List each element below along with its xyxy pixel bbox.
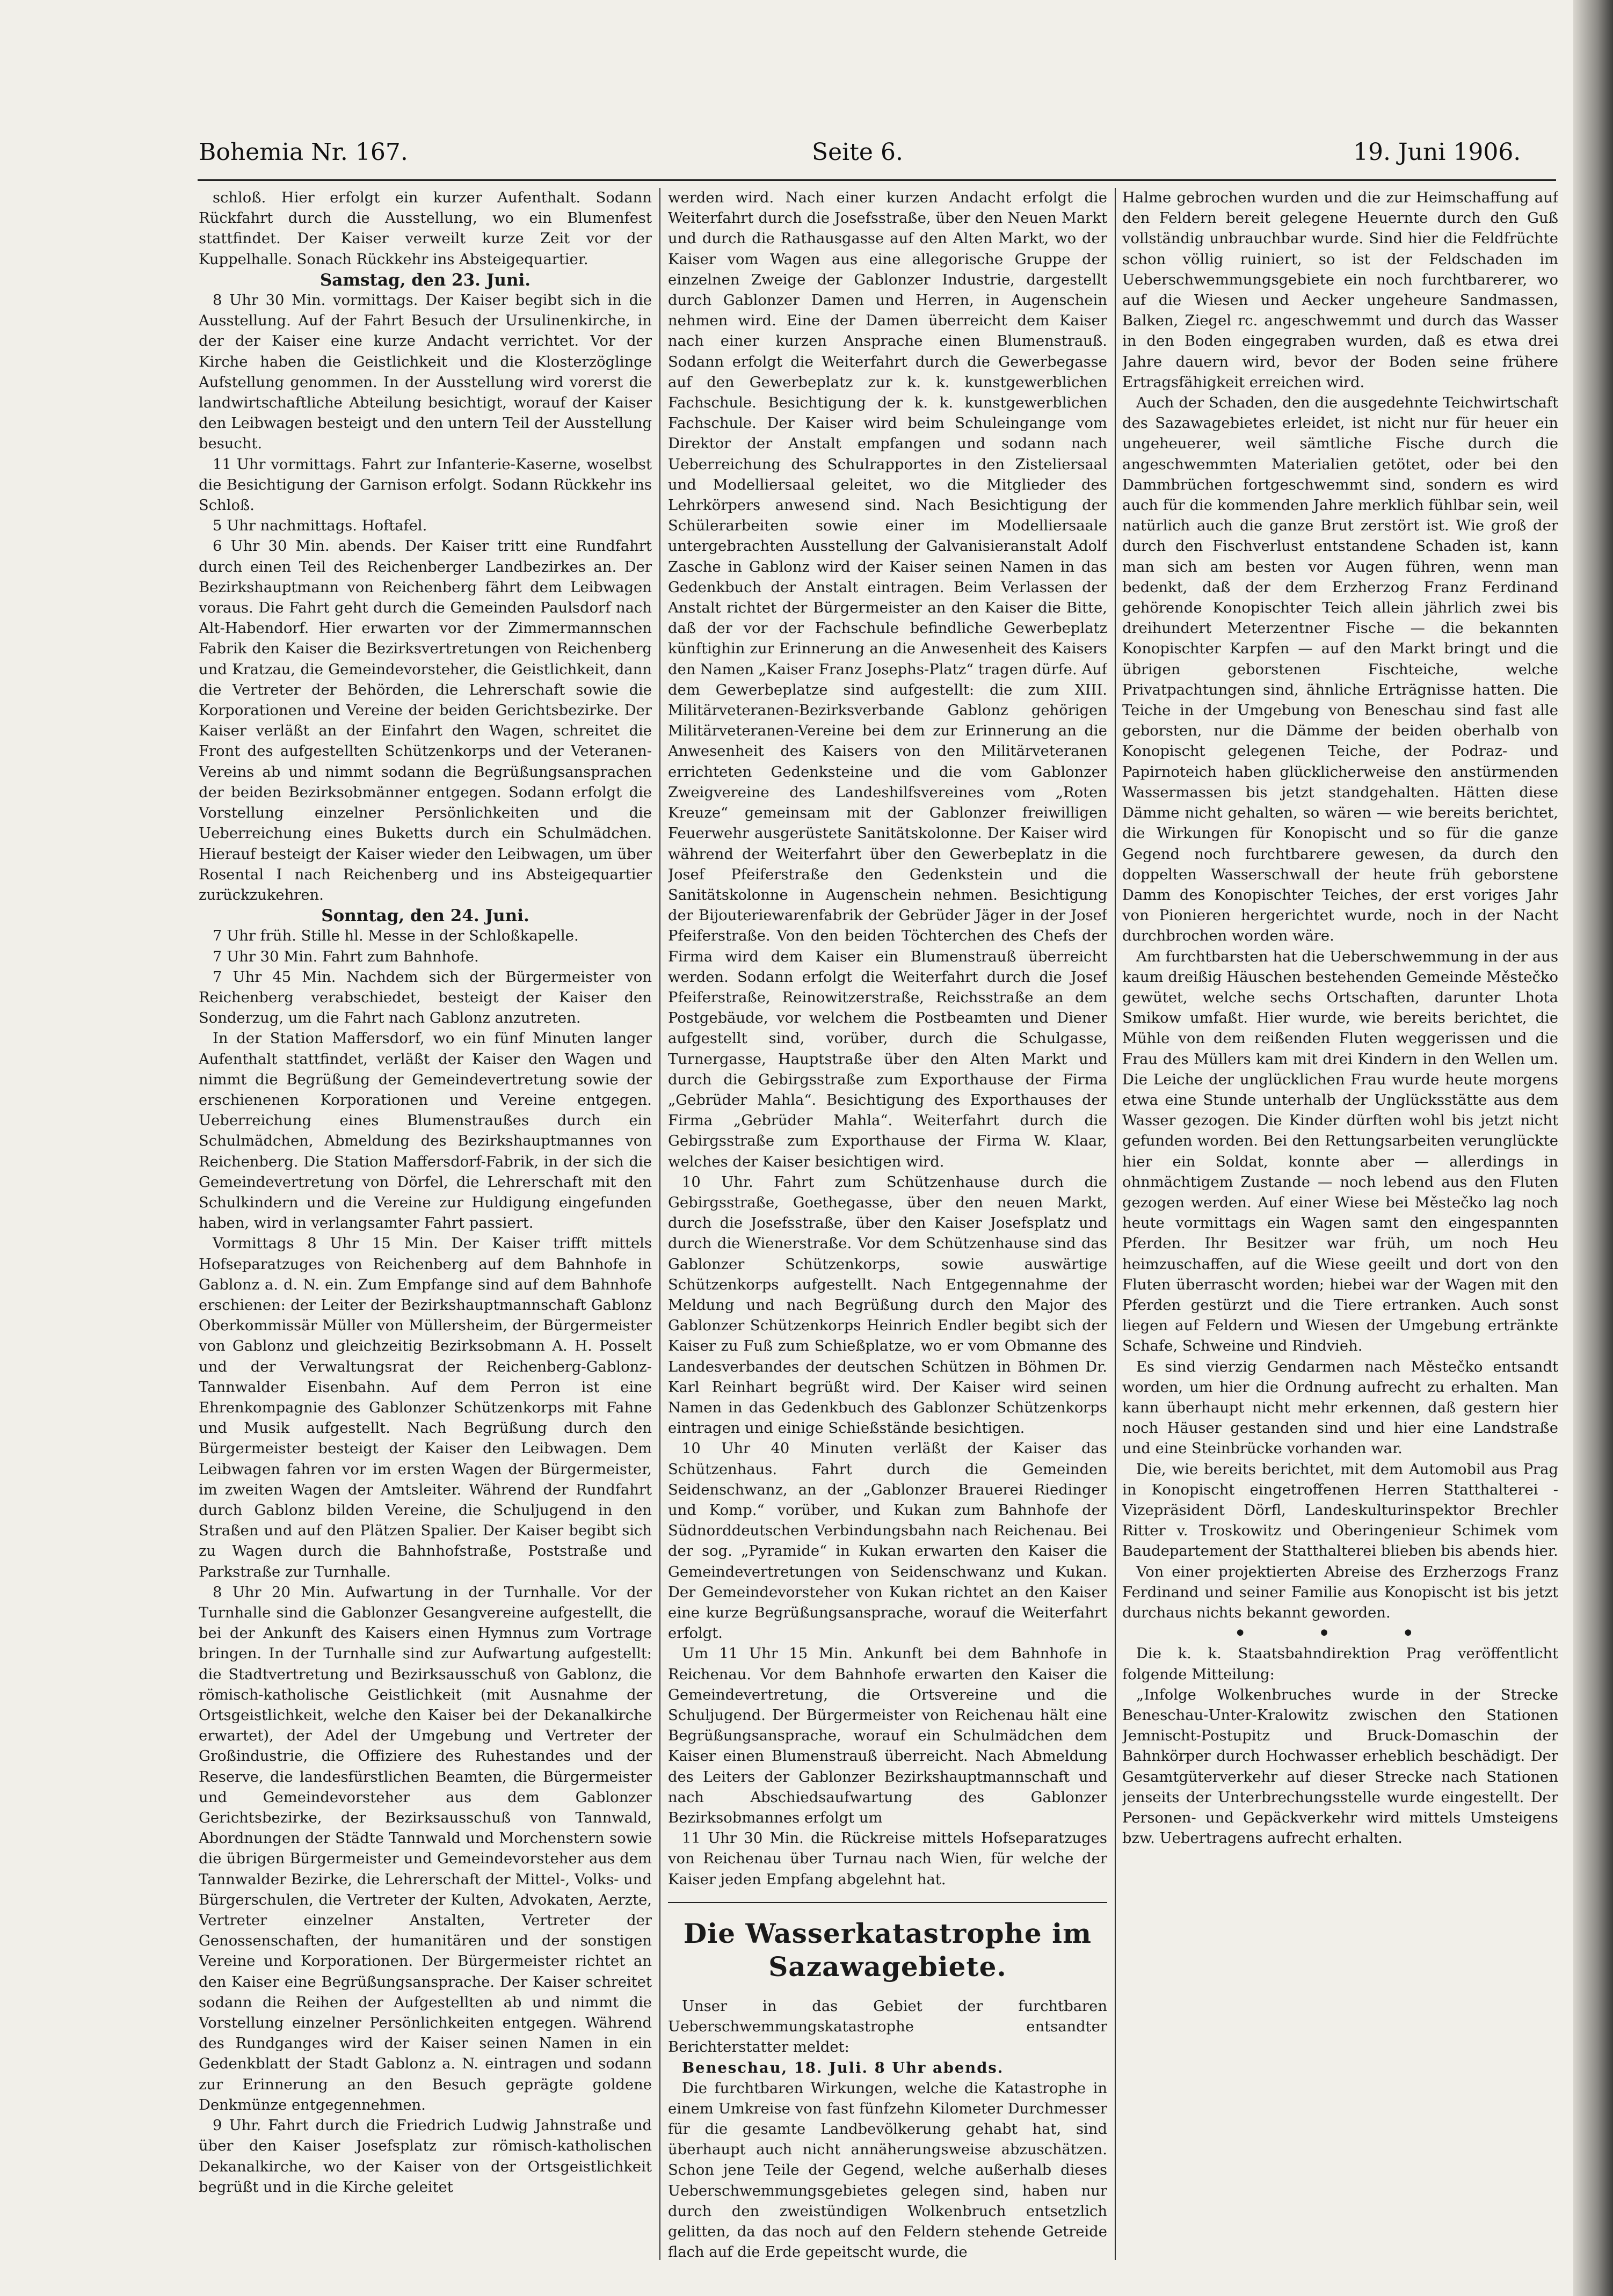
article-paragraph: 9 Uhr. Fahrt durch die Friedrich Ludwig Jahnstraße und über den Kaiser Josefsplatz zur römisch-katholischen Dekanalkirche, wo der Kaiser von der Ortsgeistlichkeit begrüßt und in die Kirche geleitet [199, 2117, 652, 2196]
article-paragraph: Die, wie bereits berichtet, mit dem Automobil aus Prag in Konopischt eingetroffenen Herren Statthalterei - Vizepräsident Dörfl, Landeskulturinspektor Brechler Ritter v. Troskowitz und Oberingenieur Schimek vom Baudepartement der Statthalterei blieben bis abends hier. [1122, 1461, 1558, 1560]
article-paragraph: 11 Uhr vormittags. Fahrt zur Infanterie-Kaserne, woselbst die Besichtigung der Garnison erfolgt. Sodann Rückkehr ins Schloß. [199, 456, 652, 514]
article-paragraph: Um 11 Uhr 15 Min. Ankunft bei dem Bahnhofe in Reichenau. Vor dem Bahnhofe erwarten den Kaiser die Gemeindevertretung, die Ortsvereine und die Schuljugend. Der Bürgermeister von Reichenau hält eine Begrüßungsansprache, worauf ein Schulmädchen dem Kaiser einen Blumenstrauß überreicht. Nach Abmeldung des Leiters der Gablonzer Bezirkshauptmannschaft und nach Abschiedsaufwartung des Gablonzer Bezirksobmannes erfolgt um [668, 1645, 1107, 1827]
page-edge-shadow [1573, 0, 1613, 2296]
article-paragraph: Am furchtbarsten hat die Ueberschwemmung in der aus kaum dreißig Häuschen bestehenden Gemeinde Městečko gewütet, welche sechs Ortschaften, darunter Lhota Smikow umfaßt. Hier wurde, wie bereits berichtet, die Mühle von dem reißenden Fluten weggerissen und die Frau des Müllers kam mit drei Kindern in den Wellen um. Die Leiche der unglücklichen Frau wurde heute morgens etwa eine Stunde unterhalb der Unglücksstätte aus dem Wasser gezogen. Die Kinder dürften wohl bis jetzt nicht gefunden worden. Bei den Rettungsarbeiten verunglückte hier ein Soldat, konnte aber — allerdings in ohnmächtigem Zustande — noch lebend aus den Fluten gezogen werden. Auf einer Wiese bei Městečko lag noch heute vormittags ein Wagen samt den eingespannten Pferden. Ihr Besitzer war früh, um noch Heu heimzuschaffen, auf die Wiese geeilt und dort von den Fluten überrascht worden; hiebei war der Wagen mit den Pferden gestürzt und die Tiere ertranken. Auch sonst liegen auf Feldern und Wiesen der Umgebung ertränkte Schafe, Schweine und Rindvieh. [1122, 948, 1558, 1355]
header-publication: Bohemia Nr. 167. [199, 139, 408, 166]
article-column-2 [668, 188, 1107, 2265]
article-paragraph: werden wird. Nach einer kurzen Andacht erfolgt die Weiterfahrt durch die Josefsstraße, über den Neuen Markt und durch die Rathausgasse auf den Alten Markt, wo der Kaiser vom Wagen aus eine allegorische Gruppe der einzelnen Zweige der Gablonzer Industrie, dargestellt durch Gablonzer Damen und Herren, in Augenschein nehmen wird. Eine der Damen überreicht dem Kaiser nach einer kurzen Ansprache einen Blumenstrauß. Sodann erfolgt die Weiterfahrt durch die Gewerbegasse auf den Gewerbeplatz zur k. k. kunstgewerblichen Fachschule. Besichtigung der k. k. kunstgewerblichen Fachschule. Der Kaiser wird beim Schuleingange vom Direktor der Anstalt empfangen und sodann nach Ueberreichung des Schulrapportes in den Zisteliersaal und Modelliersaal geleitet, wo die Mitglieder des Lehrkörpers anwesend sind. Nach Besichtigung der Schülerarbeiten sowie einer im Modelliersaale untergebrachten Ausstellung der Galvanisieranstalt Adolf Zasche in Gablonz wird der Kaiser seinen Namen in das Gedenkbuch der Anstalt eintragen. Beim Verlassen der Anstalt richtet der Bürgermeister an den Kaiser die Bitte, daß der vor der Fachschule befindliche Gewerbeplatz künftighin zur Erinnerung an die Anwesenheit des Kaisers den Namen „Kaiser Franz Josephs-Platz“ tragen dürfe. Auf dem Gewerbeplatze sind aufgestellt: die zum XIII. Militärveteranen-Bezirksverbande Gablonz gehörigen Militärveteranen-Vereine bei dem zur Erinnerung an die Anwesenheit des Kaisers von den Militärveteranen errichteten Gedenksteine und die vom Gablonzer Zweigvereine des Landeshilfsvereines vom „Roten Kreuze“ gemeinsam mit der Gablonzer freiwilligen Feuerwehr ausgerüstete Sanitätskolonne. Der Kaiser wird während der Weiterfahrt über den Gewerbeplatz in die Josef Pfeiferstraße den Gedenkstein und die Sanitätskolonne in Augenschein nehmen. Besichtigung der Bijouteriewarenfabrik der Gebrüder Jäger in der Josef Pfeiferstraße. Von den beiden Töchterchen des Chefs der Firma wird dem Kaiser ein Blumenstrauß überreicht werden. Sodann erfolgt die Weiterfahrt durch die Josef Pfeiferstraße, Reinowitzerstraße, Reichsstraße an dem Postgebäude, vor welchem die Postbeamten und Diener aufgestellt sind, vorüber, durch die Schulgasse, Turnergasse, Hauptstraße über den Alten Markt und durch die Gebirgsstraße zum Exporthause der Firma „Gebrüder Mahla“. Besichtigung des Exporthauses der Firma „Gebrüder Mahla“. Weiterfahrt durch die Gebirgsstraße zum Exporthause der Firma W. Klaar, welches der Kaiser besichtigen wird. [668, 189, 1107, 1170]
article-paragraph: Unser in das Gebiet der furchtbaren Ueberschwemmungskatastrophe entsandter Berichterstatter meldet: [668, 1998, 1107, 2056]
article-paragraph: 7 Uhr 45 Min. Nachdem sich der Bürgermeister von Reichenberg verabschiedet, besteigt der Kaiser den Sonderzug, um die Fahrt nach Gablonz anzutreten. [199, 968, 652, 1027]
header-page-number: Seite 6. [812, 139, 903, 166]
header-date: 19. Juni 1906. [1353, 139, 1521, 166]
article-paragraph: In der Station Maffersdorf, wo ein fünf Minuten langer Aufenthalt stattfindet, verläßt der Kaiser den Wagen und nimmt die Begrüßung der Gemeindevertretung sowie der erschienenen Korporationen und Vereine entgegen. Ueberreichung eines Blumenstraußes durch ein Schulmädchen, Abmeldung des Bezirkshauptmannes von Reichenberg. Die Station Maffersdorf-Fabrik, in der sich die Gemeindevertretung von Dörfel, die Lehrerschaft mit den Schulkindern und die Vereine zur Huldigung eingefunden haben, wird in verlangsamter Fahrt passiert. [199, 1030, 652, 1232]
article-paragraph: Die k. k. Staatsbahndirektion Prag veröffentlicht folgende Mitteilung: [1122, 1645, 1558, 1683]
column-rule [1115, 188, 1116, 2260]
article-paragraph: Halme gebrochen wurden und die zur Heimschaffung auf den Feldern bereit gelegene Heuernte durch den Guß vollständig unbrauchbar wurde. Sind hier die Feldfrüchte schon völlig ruiniert, so ist der Feldschaden im Ueberschwemmungsgebiete ein noch furchtbarerer, wo auf die Wiesen und Aecker ungeheure Sandmassen, Balken, Ziegel rc. angeschwemmt und durch das Wasser in den Boden eingegraben wurden, daß es etwa drei Jahre dauern wird, bevor der Boden seine frühere Ertragsfähigkeit erreichen wird. [1122, 189, 1558, 391]
article-paragraph: 7 Uhr 30 Min. Fahrt zum Bahnhofe. [213, 948, 479, 965]
article-column-3 [1122, 188, 1558, 2265]
article-paragraph: 5 Uhr nachmittags. Hoftafel. [213, 517, 427, 535]
article-paragraph: 8 Uhr 30 Min. vormittags. Der Kaiser begibt sich in die Ausstellung. Auf der Fahrt Besuch der Ursulinenkirche, in der der Kaiser eine kurze Andacht verrichtet. Vor der Kirche haben die Geistlichkeit und die Klosterzöglinge Aufstellung genommen. In der Ausstellung wird vorerst die landwirtschaftliche Abteilung besichtigt, worauf der Kaiser den Leibwagen besteigt und den untern Teil der Ausstellung besucht. [199, 292, 652, 453]
article-paragraph: „Infolge Wolkenbruches wurde in der Strecke Beneschau-Unter-Kralowitz zwischen den Stationen Jemnischt-Postupitz und Bruck-Domaschin der Bahnkörper durch Hochwasser erheblich beschädigt. Der Gesamtgüterverkehr auf dieser Strecke nach Stationen jenseits der Unterbrechungsstelle wurde eingestellt. Der Personen- und Gepäckverkehr wird mittels Umsteigens bzw. Uebertragens aufrecht erhalten. [1122, 1686, 1558, 1847]
article-paragraph: 7 Uhr früh. Stille hl. Messe in der Schloßkapelle. [213, 928, 579, 945]
header-rule [198, 179, 1556, 181]
article-headline: Die Wasserkatastrophe im Sazawagebiete. [683, 1917, 1092, 1982]
schedule-day-heading: Samstag, den 23. Juni. [319, 270, 531, 290]
article-paragraph: 10 Uhr 40 Minuten verläßt der Kaiser das Schützenhaus. Fahrt durch die Gemeinden Seidenschwanz, an der „Gablonzer Brauerei Riedinger und Komp.“ vorüber, und Kukan zum Bahnhofe der Südnorddeutschen Verbindungsbahn nach Reichenau. Bei der sog. „Pyramide“ in Kukan erwarten den Kaiser die Gemeindevertretungen von Seidenschwanz und Kukan. Der Gemeindevorsteher von Kukan richtet an den Kaiser eine kurze Begrüßungsansprache, worauf die Weiterfahrt erfolgt. [668, 1440, 1107, 1642]
section-separator-dots: • • • [1233, 1621, 1447, 1646]
article-paragraph: Vormittags 8 Uhr 15 Min. Der Kaiser trifft mittels Hofseparatzuges von Reichenberg auf dem Bahnhofe in Gablonz a. d. N. ein. Zum Empfange sind auf dem Bahnhofe erschienen: der Leiter der Bezirkshauptmannschaft Gablonz Oberkommissär Müller von Müllersheim, der Bürgermeister von Gablonz und gleichzeitig Bezirksobmann A. H. Posselt und der Verwaltungsrat der Reichenberg-Gablonz-Tannwalder Eisenbahn. Auf dem Perron ist eine Ehrenkompagnie des Gablonzer Schützenkorps mit Fahne und Musik aufgestellt. Nach Begrüßung durch den Bürgermeister besteigt der Kaiser den Leibwagen. Dem Leibwagen fahren vor im ersten Wagen der Bürgermeister, im zweiten Wagen der Amtsleiter. Während der Rundfahrt durch Gablonz bilden Vereine, die Schuljugend in den Straßen und auf den Plätzen Spalier. Der Kaiser begibt sich zu Wagen durch die Bahnhofstraße, Poststraße und Parkstraße zur Turnhalle. [199, 1235, 652, 1580]
section-divider [668, 1902, 1107, 1903]
article-paragraph: Auch der Schaden, den die ausgedehnte Teichwirtschaft des Sazawagebietes erleidet, ist nicht nur für heuer ein ungeheuerer, weil sämtliche Fische durch die angeschwemmten Materialien getötet, oder bei den Dammbrüchen fortgeschwemmt sind, sondern es wird auch für die kommenden Jahre merklich fühlbar sein, weil natürlich auch die ganze Brut zerstört ist. Wie groß der durch den Fischverlust entstandene Schaden ist, kann man sich am besten vor Augen führen, wenn man bedenkt, daß der dem Erzherzog Franz Ferdinand gehörende Konopischter Teich allein jährlich zwei bis dreihundert Meterzentner Fische — die bekannten Konopischter Karpfen — auf den Markt bringt und die übrigen geborstenen Fischteiche, welche Privatpachtungen sind, ähnliche Erträgnisse hatten. Die Teiche in der Umgebung von Beneschau sind fast alle geborsten, nur die Dämme der beiden oberhalb von Konopischt gelegenen Teiche, der Podraz- und Papirnoteich haben glücklicherweise den anstürmenden Wassermassen bis jetzt standgehalten. Hätten diese Dämme nicht gehalten, so wären — wie bereits berichtet, die Wirkungen für Konopischt und so für die ganze Gegend noch furchtbarere gewesen, da durch den doppelten Wasserschwall der heute früh geborstene Damm des Konopischter Teiches, der erst voriges Jahr von Pionieren hergerichtet wurde, noch in der Nacht durchbrochen worden wäre. [1122, 395, 1558, 945]
column-rule [659, 188, 660, 2260]
schedule-day-heading: Sonntag, den 24. Juni. [321, 906, 529, 926]
article-paragraph: 10 Uhr. Fahrt zum Schützenhause durch die Gebirgsstraße, Goethegasse, über den neuen Markt, durch die Josefsstraße, über den Kaiser Josefsplatz und durch die Wienerstraße. Vor dem Schützenhause sind das Gablonzer Schützenkorps, sowie auswärtige Schützenkorps aufgestellt. Nach Entgegennahme der Meldung und nach Begrüßung durch den Major des Gablonzer Schützenkorps Heinrich Endler begibt sich der Kaiser zu Fuß zum Schießplatze, wo er vom Obmanne des Landesverbandes der deutschen Schützen in Böhmen Dr. Karl Reinhart begrüßt wird. Der Kaiser wird seinen Namen in das Gedenkbuch des Gablonzer Schützenkorps eintragen und einige Schießstände besichtigen. [668, 1173, 1107, 1437]
article-paragraph: 8 Uhr 20 Min. Aufwartung in der Turnhalle. Vor der Turnhalle sind die Gablonzer Gesangvereine aufgestellt, die bei der Ankunft des Kaisers einen Hymnus zum Vortrage bringen. In der Turnhalle sind zur Aufwartung aufgestellt: die Stadtvertretung und Bezirksausschuß von Gablonz, die römisch-katholische Geistlichkeit (mit Ausnahme der Ortsgeistlichkeit, welche den Kaiser bei der Dekanalkirche erwartet), der Adel der Umgebung und Vertreter der Großindustrie, die Offiziere des Ruhestandes und der Reserve, die landesfürstlichen Beamten, die Bürgermeister und Gemeindevorsteher aus dem Gablonzer Gerichtsbezirke, der Bezirksausschuß von Tannwald, Abordnungen der Städte Tannwald und Morchenstern sowie die übrigen Bürgermeister und Gemeindevorsteher aus dem Tannwalder Bezirke, die Lehrerschaft der Mittel-, Volks- und Bürgerschulen, die Vertreter der Kulten, Advokaten, Aerzte, Vertreter einzelner Anstalten, Vertreter der Genossenschaften, der humanitären und der sonstigen Vereine und Korporationen. Der Bürgermeister richtet an den Kaiser eine Begrüßungsansprache. Der Kaiser schreitet sodann die Reihen der Aufgestellten ab und nimmt die Vorstellung einzelner Persönlichkeiten entgegen. Während des Rundganges wird der Kaiser seinen Namen in ein Gedenkblatt der Stadt Gablonz a. N. eintragen und sodann zur Erinnerung an den Besuch geprägte goldene Denkmünze entgegennehmen. [199, 1584, 652, 2113]
article-paragraph: 6 Uhr 30 Min. abends. Der Kaiser tritt eine Rundfahrt durch einen Teil des Reichenberger Landbezirkes an. Der Bezirkshauptmann von Reichenberg fährt dem Leibwagen voraus. Die Fahrt geht durch die Gemeinden Paulsdorf nach Alt-Habendorf. Hier erwarten vor der Zimmermannschen Fabrik den Kaiser die Bezirksvertretungen von Reichenberg und Kratzau, die Gemeindevorsteher, die Geistlichkeit, dann die Vertreter der Behörden, die Lehrerschaft sowie die Korporationen und Vereine der beiden Gerichtsbezirke. Der Kaiser verläßt an der Einfahrt den Wagen, schreitet die Front des aufgestellten Schützenkorps und der Veteranen-Vereins ab und nimmt sodann die Begrüßungsansprachen der beiden Bezirksobmänner entgegen. Sodann erfolgt die Vorstellung einzelner Persönlichkeiten und die Ueberreichung eines Buketts durch ein Schulmädchen. Hierauf besteigt der Kaiser wieder den Leibwagen, um über Rosental I nach Reichenberg und ins Absteigequartier zurückzukehren. [199, 538, 652, 903]
dateline: Beneschau, 18. Juli. 8 Uhr abends. [682, 2059, 1004, 2077]
article-paragraph: 11 Uhr 30 Min. die Rückreise mittels Hofseparatzuges von Reichenau über Turnau nach Wien, für welche der Kaiser jeden Empfang abgelehnt hat. [668, 1830, 1107, 1888]
article-column-1 [199, 188, 652, 2265]
article-paragraph: Es sind vierzig Gendarmen nach Městečko entsandt worden, um hier die Ordnung aufrecht zu erhalten. Man kann überhaupt nicht mehr erkennen, daß gestern hier noch Häuser gestanden sind und hier eine Landstraße und eine Steinbrücke vorhanden war. [1122, 1358, 1558, 1457]
article-paragraph: Von einer projektierten Abreise des Erzherzogs Franz Ferdinand und seiner Familie aus Konopischt ist bis jetzt durchaus nichts bekannt geworden. [1122, 1563, 1558, 1622]
article-paragraph: schloß. Hier erfolgt ein kurzer Aufenthalt. Sodann Rückfahrt durch die Ausstellung, wo ein Blumenfest stattfindet. Der Kaiser verweilt kurze Zeit vor der Kuppelhalle. Sonach Rückkehr ins Absteigequartier. [199, 189, 652, 268]
article-paragraph: Die furchtbaren Wirkungen, welche die Katastrophe in einem Umkreise von fast fünfzehn Kilometer Durchmesser für die gesamte Landbevölkerung gehabt hat, sind überhaupt auch nicht annäherungsweise abzuschätzen. Schon jene Teile der Gegend, welche außerhalb dieses Ueberschwemmungsgebietes gelegen sind, haben nur durch den zweistündigen Wolkenbruch entsetzlich gelitten, da das noch auf den Feldern stehende Getreide flach auf die Erde gepeitscht wurde, die [668, 2080, 1107, 2261]
